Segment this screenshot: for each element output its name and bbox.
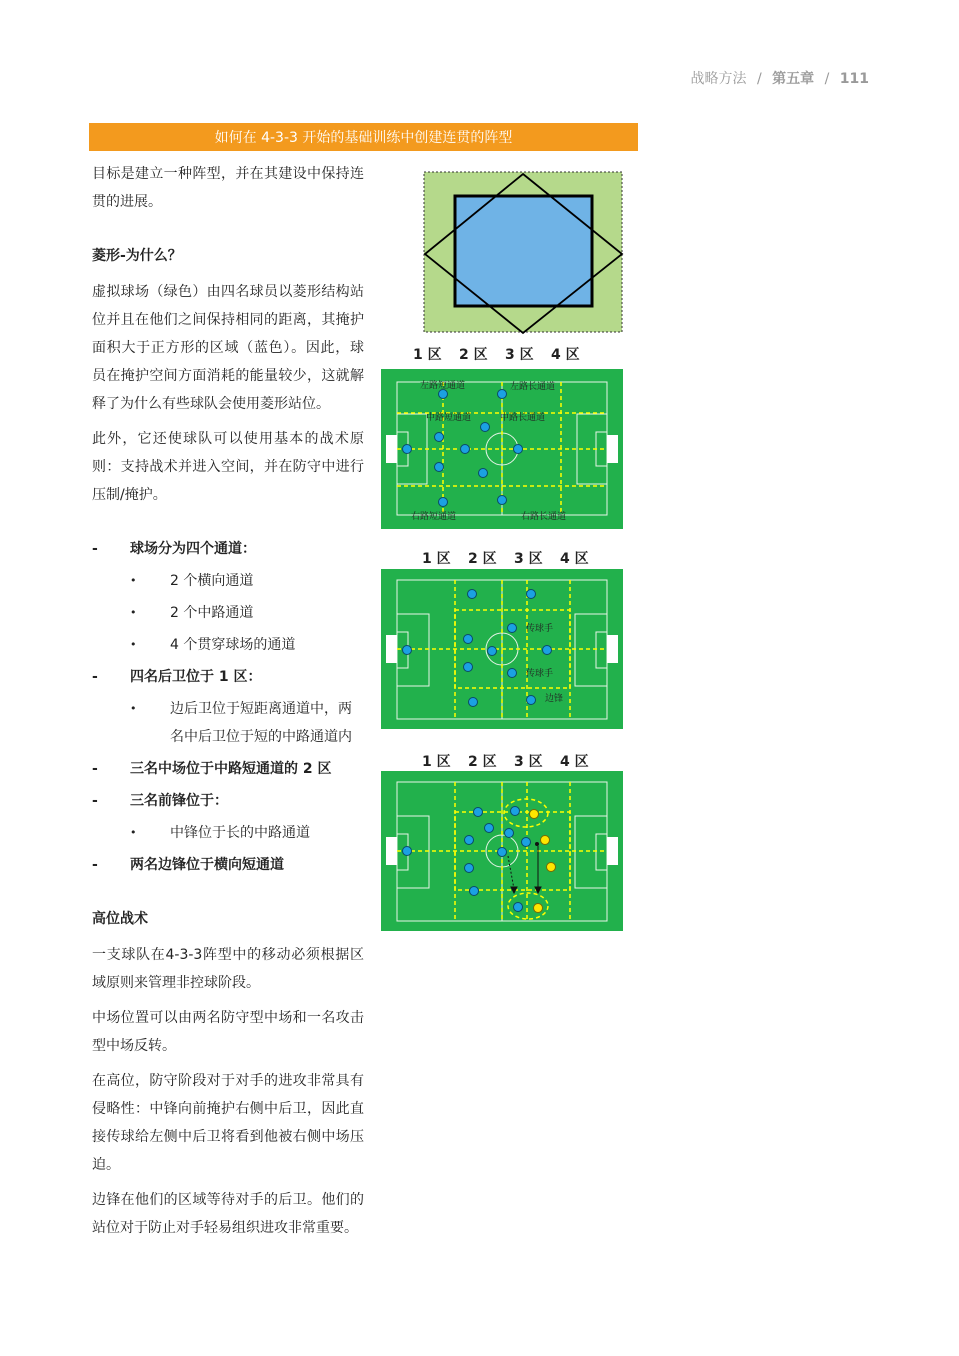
player-blue: [465, 836, 474, 845]
header-separator: /: [824, 71, 830, 87]
diamond-heading: 菱形-为什么？: [92, 248, 182, 264]
player-blue: [469, 698, 478, 707]
pitch-lanes-diagram: [381, 369, 623, 529]
diamond-paragraph-2: 此外，它还使球队可以使用基本的战术原则：支持战术并进入空间，并在防守中进行压制/掩护。: [92, 431, 364, 503]
list-item-text: 三名中场位于中路短通道的 2 区: [130, 761, 332, 777]
list-subitem-text: 2 个中路通道: [170, 605, 254, 621]
zone-label-3: 3 区: [505, 347, 534, 363]
player-blue: [403, 445, 412, 454]
player-blue: [485, 824, 494, 833]
goal-right: [607, 635, 618, 663]
zone-label-2: 2 区: [468, 754, 497, 770]
list-subitem: [92, 599, 364, 627]
player-blue: [465, 864, 474, 873]
list-item-text: 三名前锋位于：: [130, 793, 228, 809]
player-blue: [505, 829, 514, 838]
header-separator: /: [756, 71, 762, 87]
player-yellow: [530, 810, 539, 819]
player-blue: [498, 390, 507, 399]
section-title-bar: [89, 123, 638, 151]
role-label: 传球手: [526, 624, 554, 634]
header-chapter: 第五章: [772, 71, 815, 87]
player-blue: [479, 469, 488, 478]
zone-label-1: 1 区: [422, 754, 451, 770]
player-blue: [514, 903, 523, 912]
bullet-marker: •: [130, 638, 137, 651]
zone-labels: [380, 344, 622, 362]
dash-marker: -: [92, 857, 98, 873]
player-blue: [527, 590, 536, 599]
player-blue: [527, 696, 536, 705]
formation-list: [92, 535, 364, 879]
zone-label-3: 3 区: [514, 754, 543, 770]
list-subitem-text: 边后卫位于短距离通道中，两名中后卫位于短的中路通道内: [170, 701, 352, 745]
lane-label: 左路长通道: [510, 382, 556, 392]
zone-label-1: 1 区: [422, 551, 451, 567]
list-subitem-text: 中锋位于长的中路通道: [170, 825, 310, 841]
player-blue: [481, 423, 490, 432]
list-item-text: 两名边锋位于横向短通道: [130, 857, 284, 873]
list-subitem-text: 2 个横向通道: [170, 573, 254, 589]
player-blue: [511, 807, 520, 816]
dash-marker: -: [92, 541, 98, 557]
diamond-paragraph-1: 虚拟球场（绿色）由四名球员以菱形结构站位并且在他们之间保持相同的距离，其掩护面积大于正方形的区域（蓝色）。因此，球员在掩护空间方面消耗的能量较少，这就解释了为什么有些球队会使用菱形站位。: [92, 284, 364, 412]
player-blue: [498, 848, 507, 857]
bullet-marker: •: [130, 606, 137, 619]
dash-marker: -: [92, 793, 98, 809]
page-header: [691, 68, 869, 88]
diamond-square-diagram: [422, 170, 626, 336]
goal-left: [386, 435, 397, 463]
header-section: 战略方法: [690, 71, 747, 87]
list-item-text: 球场分为四个通道：: [130, 541, 256, 557]
intro-paragraph: 目标是建立一种阵型，并在其建设中保持连贯的进展。: [92, 166, 364, 210]
dash-marker: -: [92, 761, 98, 777]
pitch-zones-diagram: [381, 569, 623, 729]
list-item: [92, 851, 364, 879]
player-blue: [543, 646, 552, 655]
zone-label-3: 3 区: [514, 551, 543, 567]
high-press-paragraph-2: 中场位置可以由两名防守型中场和一名攻击型中场反转。: [92, 1010, 364, 1054]
goal-right: [607, 837, 618, 865]
player-blue: [474, 808, 483, 817]
lane-label: 中路短通道: [426, 413, 472, 423]
lane-label: 右路长通道: [521, 512, 567, 522]
list-item-text: 四名后卫位于 1 区：: [130, 669, 262, 685]
player-yellow: [534, 904, 543, 913]
bullet-marker: •: [130, 826, 137, 839]
player-blue: [522, 838, 531, 847]
player-blue: [498, 496, 507, 505]
player-yellow: [547, 863, 556, 872]
lane-label: 右路短通道: [411, 512, 457, 522]
bullet-marker: •: [130, 702, 137, 715]
lane-label: 中路长通道: [500, 413, 546, 423]
player-yellow: [541, 836, 550, 845]
high-press-paragraph-1: 一支球队在4-3-3阵型中的移动必须根据区域原则来管理非控球阶段。: [92, 947, 364, 991]
section-title: 如何在 4-3-3 开始的基础训练中创建连贯的阵型: [214, 130, 513, 146]
list-subitem-text: 4 个贯穿球场的通道: [170, 637, 296, 653]
dash-marker: -: [92, 669, 98, 685]
list-item: [92, 663, 364, 691]
high-press-heading: 高位战术: [92, 911, 148, 927]
player-blue: [403, 847, 412, 856]
zone-label-4: 4 区: [560, 551, 589, 567]
page-number: 111: [839, 71, 869, 87]
high-press-paragraph-4: 边锋在他们的区域等待对手的后卫。他们的站位对于防止对手轻易组织进攻非常重要。: [92, 1192, 364, 1236]
player-blue: [508, 669, 517, 678]
list-subitem: [92, 819, 364, 847]
goal-left: [386, 837, 397, 865]
pitch-pressing-diagram: [381, 771, 623, 931]
zone-labels: [380, 751, 622, 769]
player-blue: [435, 433, 444, 442]
list-subitem: [92, 567, 364, 595]
list-item: [92, 755, 364, 783]
list-item: [92, 787, 364, 815]
player-blue: [514, 445, 523, 454]
player-blue: [403, 646, 412, 655]
zone-label-4: 4 区: [560, 754, 589, 770]
zone-label-2: 2 区: [459, 347, 488, 363]
player-blue: [461, 445, 470, 454]
list-item: [92, 535, 364, 563]
text-column: [92, 160, 364, 1249]
role-label: 边锋: [545, 694, 564, 704]
player-blue: [439, 498, 448, 507]
list-subitem: [92, 695, 364, 751]
player-blue: [464, 663, 473, 672]
high-press-paragraph-3: 在高位，防守阶段对于对手的进攻非常具有侵略性：中锋向前掩护右侧中后卫，因此直接传球给左侧中后卫将看到他被右侧中场压迫。: [92, 1073, 364, 1173]
player-blue: [470, 887, 479, 896]
player-blue: [464, 635, 473, 644]
player-blue: [468, 590, 477, 599]
goal-left: [386, 635, 397, 663]
player-blue: [508, 624, 517, 633]
goal-right: [607, 435, 618, 463]
player-blue: [488, 647, 497, 656]
lane-label: 左路短通道: [420, 381, 466, 391]
zone-labels: [380, 548, 622, 566]
player-blue: [435, 463, 444, 472]
list-subitem: [92, 631, 364, 659]
role-label: 传球手: [526, 669, 554, 679]
zone-label-1: 1 区: [413, 347, 442, 363]
zone-label-4: 4 区: [551, 347, 580, 363]
ball: [535, 842, 539, 846]
bullet-marker: •: [130, 574, 137, 587]
zone-label-2: 2 区: [468, 551, 497, 567]
